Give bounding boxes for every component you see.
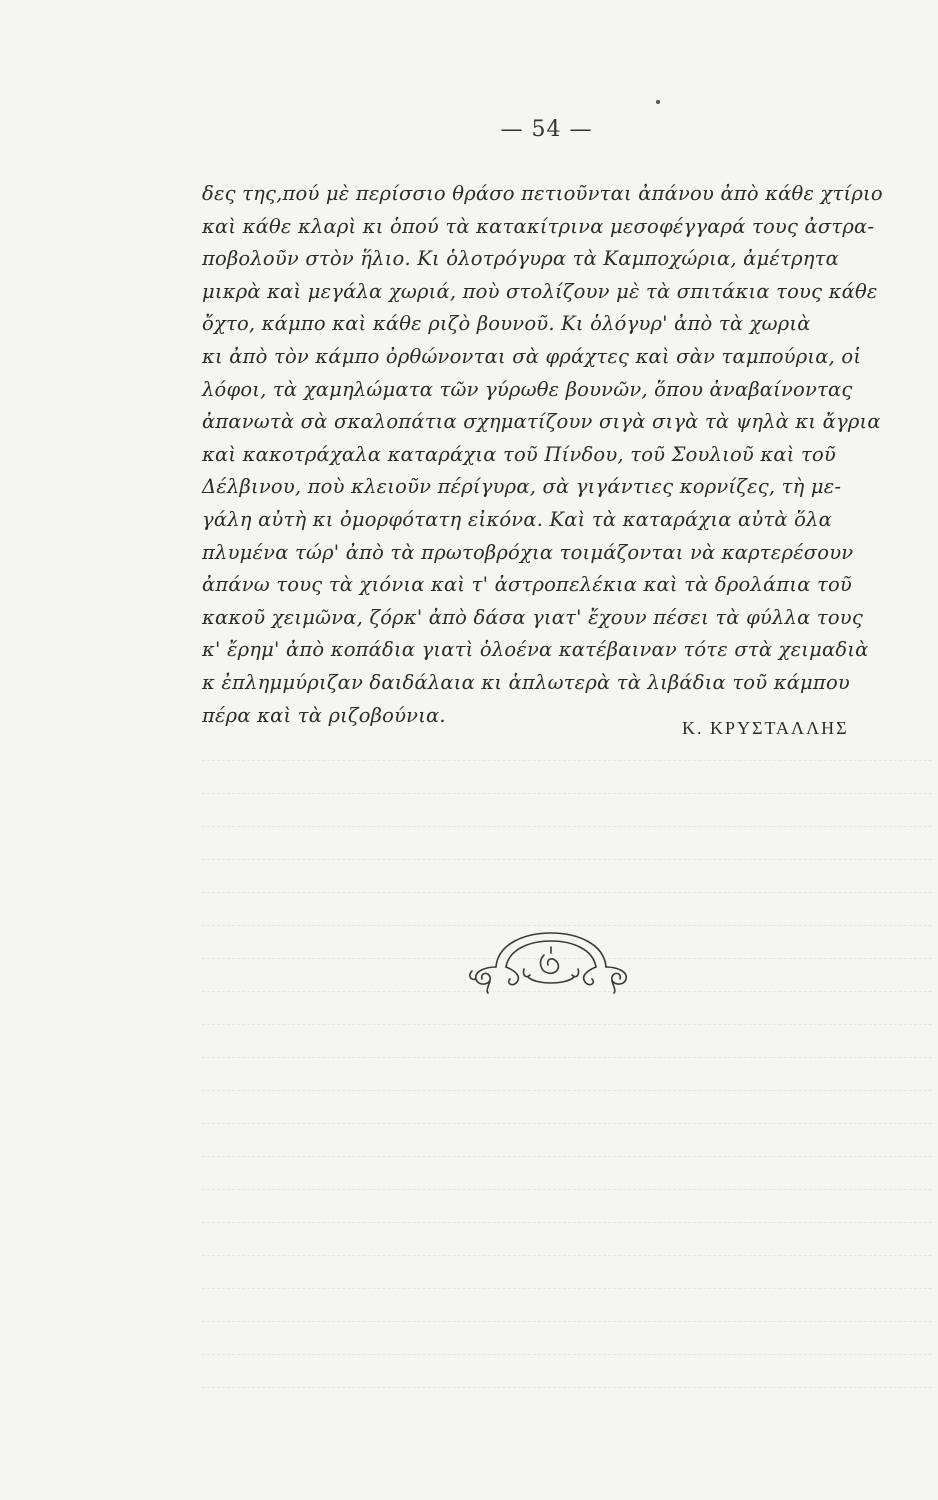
text-line: πλυμένα τώρ' ἀπὸ τὰ πρωτοβρόχια τοιμάζονται νὰ καρτερέσουν [202,540,854,564]
text-line: καὶ κακοτράχαλα καταράχια τοῦ Πίνδου, τοῦ Σουλιοῦ καὶ τοῦ [202,442,836,466]
text-line: κ' ἔρημ' ἀπὸ κοπάδια γιατὶ ὁλοένα κατέβαιναν τότε στὰ χειμαδιὰ [202,638,869,662]
text-line: καὶ κάθε κλαρὶ κι ὁπού τὰ κατακίτρινα μεσοφέγγαρά τους ἀστρα- [202,214,875,238]
bleed-through-text [202,730,932,1390]
text-line: ὄχτο, κάμπο καὶ κάθε ριζὸ βουνοῦ. Κι ὁλόγυρ' ἀπὸ τὰ χωριὰ [202,312,811,336]
text-line: ἀπάνω τους τὰ χιόνια καὶ τ' ἀστροπελέκια καὶ τὰ δρολάπια τοῦ [202,573,852,597]
text-line: ποβολοῦν στὸν ἥλιο. Κι ὁλοτρόγυρα τὰ Καμποχώρια, ἀμέτρητα [202,247,839,271]
author-signature: Κ. ΚΡΥΣΤΑΛΛΗΣ [682,718,849,738]
text-line: Δέλβινου, ποὺ κλειοῦν πέρίγυρα, σὰ γιγάντιες κορνίζες, τὴ με- [202,475,842,499]
text-line: μικρὰ καὶ μεγάλα χωριά, ποὺ στολίζουν μὲ τὰ σπιτάκια τους κάθε [202,279,878,303]
text-line: κακοῦ χειμῶνα, ζόρκ' ἀπὸ δάσα γιατ' ἔχουν πέσει τὰ φύλλα τους [202,605,863,629]
scroll-ornament-icon [466,925,636,995]
text-line: πέρα καὶ τὰ ριζοβούνια. [202,703,446,727]
text-line: κι ἀπὸ τὸν κάμπο ὀρθώνονται σὰ φράχτες καὶ σὰν ταμπούρια, οἱ [202,344,862,368]
text-line: ἀπανωτὰ σὰ σκαλοπάτια σχηματίζουν σιγὰ σιγὰ τὰ ψηλὰ κι ἄγρια [202,410,881,434]
body-text [202,178,932,732]
text-line: λόφοι, τὰ χαμηλώματα τῶν γύρωθε βουνῶν, ὅπου ἀναβαίνοντας [202,377,853,401]
page-number: — 54 — [500,117,593,142]
text-line: κ ἐπλημμύριζαν δαιδάλαια κι ἁπλωτερὰ τὰ λιβάδια τοῦ κάμπου [202,670,850,694]
text-line: γάλη αὐτὴ κι ὀμορφότατη εἰκόνα. Καὶ τὰ καταράχια αὐτὰ ὅλα [202,507,833,531]
text-line: δες της,πού μὲ περίσσιο θράσο πετιοῦνται ἀπάνου ἀπὸ κάθε χτίριο [202,182,883,205]
ink-dot [656,100,660,104]
